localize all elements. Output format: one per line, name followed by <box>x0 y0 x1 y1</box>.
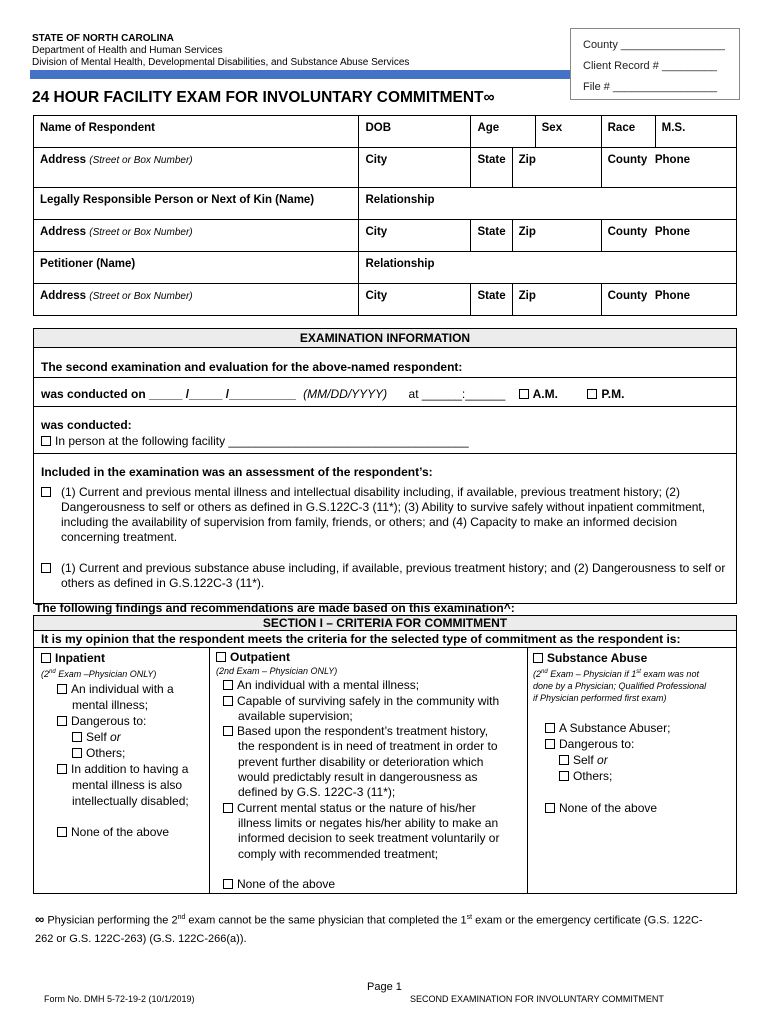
examination-section <box>33 328 737 604</box>
respondent-table <box>33 115 737 316</box>
outpatient-history-checkbox[interactable] <box>223 726 233 736</box>
section-one-heading: SECTION I – CRITERIA FOR COMMITMENT <box>34 616 736 631</box>
inpatient-disabled-option[interactable]: In addition to having a <box>41 761 206 777</box>
inpatient-disabled-checkbox[interactable] <box>57 764 67 774</box>
responsible-person-field[interactable]: Legally Responsible Person or Next of Kin (Name) <box>34 188 359 220</box>
form-number: Form No. DMH 5-72-19-2 (10/1/2019) <box>44 994 195 1004</box>
substance-none-checkbox[interactable] <box>545 803 555 813</box>
substance-self-checkbox[interactable] <box>559 755 569 765</box>
am-checkbox[interactable] <box>519 389 529 399</box>
assessment-item-substance[interactable]: (1) Current and previous substance abuse including, if available, previous treatment history; and (2) Dangerousness to self or others as defined in G.S.122C-3 (11*). <box>41 561 729 591</box>
mental-illness-checkbox[interactable] <box>41 487 51 497</box>
respondent-state-field[interactable]: State <box>471 148 512 188</box>
section-one <box>33 615 737 894</box>
outpatient-survive-option[interactable]: Capable of surviving safely in the community with <box>216 694 521 709</box>
petitioner-state-field[interactable]: State <box>471 284 512 316</box>
outpatient-option[interactable]: Outpatient <box>216 650 521 665</box>
department-name: Department of Health and Human Services <box>32 45 223 56</box>
outpatient-mental-illness-option[interactable]: An individual with a mental illness; <box>216 678 521 693</box>
header-bar <box>30 70 570 79</box>
second-exam-label: The second examination and evaluation for the above-named respondent: <box>41 360 463 374</box>
outpatient-none-checkbox[interactable] <box>223 879 233 889</box>
age-field[interactable]: Age <box>471 116 535 148</box>
substance-abuser-checkbox[interactable] <box>545 723 555 733</box>
outpatient-column: Outpatient (2nd Exam – Physician ONLY) An individual with a mental illness; Capable of surviving safely in the community with available supervision; Based upon the respondent’s treatment history, the respondent is in need of treatment in order to prevent further disability or deterioration which would predictably result in dangerousness as defined by G.S. 122C-3 (11*); Current mental status or the nature of his/her illness limits or negates his/her ability to make an informed decision to seek treatment voluntarily or comply with recommended treatment; None of the above <box>216 650 521 892</box>
responsible-state-field[interactable]: State <box>471 220 512 252</box>
outpatient-mental-status-option[interactable]: Current mental status or the nature of his/her <box>216 801 521 816</box>
substance-none-option[interactable]: None of the above <box>533 800 733 816</box>
responsible-zip-field[interactable]: Zip <box>512 220 601 252</box>
inpatient-dangerous-checkbox[interactable] <box>57 716 67 726</box>
inpatient-others-checkbox[interactable] <box>72 748 82 758</box>
assessment-item-mental[interactable]: (1) Current and previous mental illness and intellectual disability including, if available, previous treatment history; (2) Dangerousness to self or others as defined in G.S.122C-3 (11*); (3) Ability to survive safely without inpatient commitment, including the availability of supervision from family, friends, or others; and (4) Capacity to make an informed decision concerning treatment. <box>41 485 729 545</box>
outpatient-mental-illness-checkbox[interactable] <box>223 680 233 690</box>
inpatient-dangerous-option[interactable]: Dangerous to: <box>41 713 206 729</box>
pm-option[interactable]: P.M. <box>587 387 624 401</box>
exam-heading: EXAMINATION INFORMATION <box>34 329 736 348</box>
petitioner-address-field[interactable]: Address (Street or Box Number) <box>34 284 359 316</box>
petitioner-county-phone-field[interactable]: County Phone <box>601 284 736 316</box>
am-option[interactable]: A.M. <box>519 387 558 401</box>
substance-dangerous-checkbox[interactable] <box>545 739 555 749</box>
form-title: SECOND EXAMINATION FOR INVOLUNTARY COMMITMENT <box>410 994 664 1004</box>
conducted-on-row: was conducted on _____ /_____ /__________ (MM/DD/YYYY) at ______:______ A.M. P.M. <box>41 387 625 401</box>
inpatient-checkbox[interactable] <box>41 653 51 663</box>
responsible-county-phone-field[interactable]: County Phone <box>601 220 736 252</box>
outpatient-survive-checkbox[interactable] <box>223 696 233 706</box>
time-field[interactable]: at ______:______ <box>408 387 506 401</box>
race-field[interactable]: Race <box>601 116 655 148</box>
inpatient-column: Inpatient (2nd Exam –Physician ONLY) An individual with a mental illness; Dangerous to: Self or Others; In addition to having a mental illness is also intellectually disabled; None of the above <box>41 650 206 840</box>
substance-abuse-checkbox[interactable] <box>41 563 51 573</box>
findings-label: The following findings and recommendations are made based on this examination^: <box>35 601 515 615</box>
outpatient-checkbox[interactable] <box>216 652 226 662</box>
inpatient-mental-illness-checkbox[interactable] <box>57 684 67 694</box>
was-conducted-label: was conducted: <box>41 418 132 432</box>
substance-dangerous-option[interactable]: Dangerous to: <box>533 736 733 752</box>
inpatient-self-checkbox[interactable] <box>72 732 82 742</box>
page-number: Page 1 <box>367 981 402 993</box>
petitioner-relationship-field[interactable]: Relationship <box>359 252 737 284</box>
inpatient-self-option[interactable]: Self or <box>41 729 206 745</box>
inpatient-option[interactable]: Inpatient <box>41 650 206 666</box>
petitioner-city-field[interactable]: City <box>359 284 471 316</box>
name-of-respondent-field[interactable]: Name of Respondent <box>34 116 359 148</box>
outpatient-history-option[interactable]: Based upon the respondent’s treatment history, <box>216 724 521 739</box>
inpatient-none-option[interactable]: None of the above <box>41 824 206 840</box>
respondent-zip-field[interactable]: Zip <box>512 148 601 188</box>
pm-checkbox[interactable] <box>587 389 597 399</box>
client-record-field[interactable]: Client Record # _________ <box>583 60 717 72</box>
substance-others-checkbox[interactable] <box>559 771 569 781</box>
substance-others-option[interactable]: Others; <box>533 768 733 784</box>
respondent-address-field[interactable]: Address (Street or Box Number) <box>34 148 359 188</box>
marital-status-field[interactable]: M.S. <box>655 116 736 148</box>
conducted-on-date-field[interactable]: was conducted on _____ /_____ /__________ <box>41 387 296 401</box>
footnote: ∞ Physician performing the 2nd exam cannot be the same physician that completed the 1st exam or the emergency certificate (G.S. 122C- 262 or G.S. 122C-263) (G.S. 122C-266(a)). <box>35 911 703 945</box>
record-box <box>570 28 740 100</box>
responsible-city-field[interactable]: City <box>359 220 471 252</box>
inpatient-none-checkbox[interactable] <box>57 827 67 837</box>
in-person-checkbox[interactable] <box>41 436 51 446</box>
page-title: 24 HOUR FACILITY EXAM FOR INVOLUNTARY COMMITMENT∞ <box>32 89 495 106</box>
substance-option[interactable]: Substance Abuse <box>533 650 733 666</box>
state-name: STATE OF NORTH CAROLINA <box>32 33 174 44</box>
responsible-address-field[interactable]: Address (Street or Box Number) <box>34 220 359 252</box>
responsible-relationship-field[interactable]: Relationship <box>359 188 737 220</box>
division-name: Division of Mental Health, Developmental Disabilities, and Substance Abuse Services <box>32 57 410 68</box>
opinion-label: It is my opinion that the respondent meets the criteria for the selected type of commitment as the respondent is: <box>41 632 681 646</box>
dob-field[interactable]: DOB <box>359 116 471 148</box>
substance-column: Substance Abuse (2nd Exam – Physician if 1st exam was not done by a Physician; Qualified Professional if Physician performed first exam) A Substance Abuser; Dangerous to: Self or Others; None of the above <box>533 650 733 816</box>
inpatient-others-option[interactable]: Others; <box>41 745 206 761</box>
petitioner-name-field[interactable]: Petitioner (Name) <box>34 252 359 284</box>
substance-abuser-option[interactable]: A Substance Abuser; <box>533 720 733 736</box>
included-label: Included in the examination was an assessment of the respondent’s: <box>41 465 433 479</box>
substance-checkbox[interactable] <box>533 653 543 663</box>
petitioner-zip-field[interactable]: Zip <box>512 284 601 316</box>
respondent-county-phone-field[interactable]: County Phone <box>601 148 736 188</box>
respondent-city-field[interactable]: City <box>359 148 471 188</box>
sex-field[interactable]: Sex <box>535 116 601 148</box>
county-field[interactable]: County _________________ <box>583 39 725 51</box>
substance-self-option[interactable]: Self or <box>533 752 733 768</box>
outpatient-mental-status-checkbox[interactable] <box>223 803 233 813</box>
in-person-option[interactable]: In person at the following facility ____________________________________ <box>41 434 469 448</box>
file-field[interactable]: File # _________________ <box>583 81 717 93</box>
outpatient-none-option[interactable]: None of the above <box>216 877 521 892</box>
inpatient-mental-illness-option[interactable]: An individual with a <box>41 681 206 697</box>
